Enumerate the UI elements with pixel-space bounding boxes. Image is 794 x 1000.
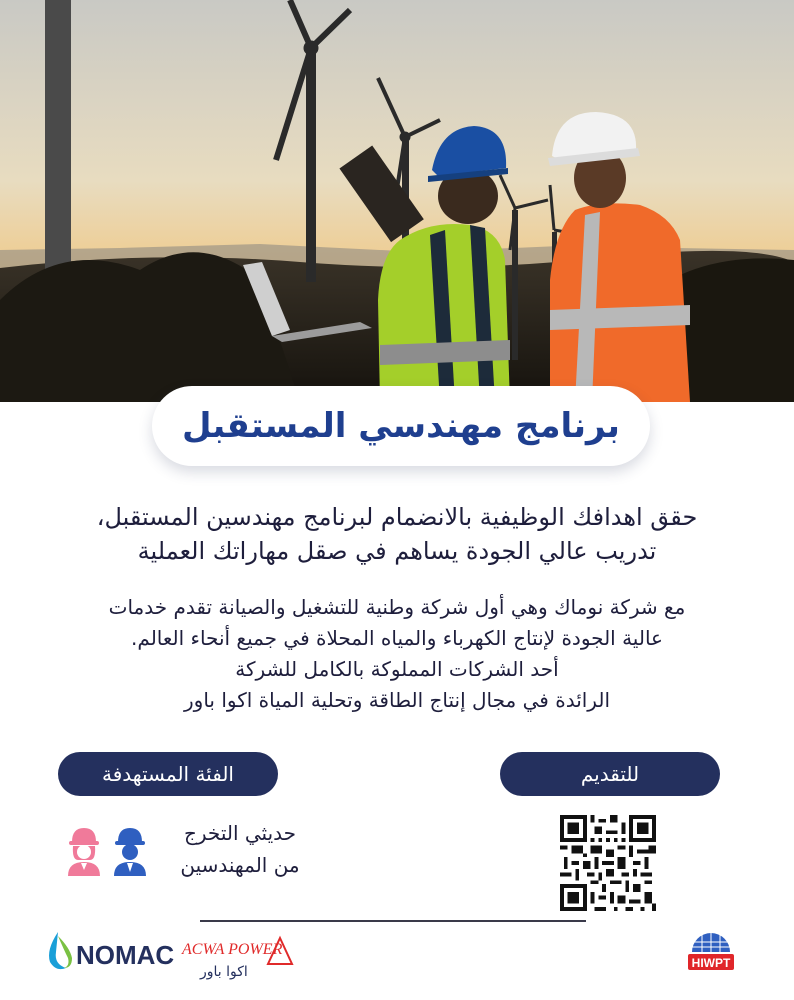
hiwpt-globe-icon (692, 933, 730, 952)
about-line: أحد الشركات المملوكة بالكامل للشركة (235, 657, 559, 681)
hero-photo (0, 0, 794, 402)
about-line: عالية الجودة لإنتاج الكهرباء والمياه المحلاة في جميع أنحاء العالم. (131, 626, 663, 650)
intro-line: حقق اهدافك الوظيفية بالانضمام لبرنامج مهندسين المستقبل، (96, 503, 698, 531)
male-engineer-icon (110, 826, 150, 876)
footer-divider (200, 920, 586, 922)
target-audience-label: الفئة المستهدفة (58, 752, 278, 796)
program-title-banner (152, 386, 650, 466)
intro-line: تدريب عالي الجودة يساهم في صقل مهاراتك العملية (137, 537, 657, 565)
apply-button[interactable]: للتقديم (500, 752, 720, 796)
nomac-logo (44, 928, 174, 978)
nomac-wordmark: NOMAC (76, 940, 174, 970)
program-title: برنامج مهندسي المستقبل (182, 406, 620, 446)
about-line: الرائدة في مجال إنتاج الطاقة وتحلية المياة اكوا باور (184, 688, 610, 712)
hiwpt-logo (686, 930, 736, 980)
qr-code[interactable] (560, 815, 656, 911)
audience-line: حديثي التخرج (183, 821, 297, 845)
audience-line: من المهندسين (180, 853, 300, 877)
intro-text (40, 500, 754, 568)
nomac-drop-icon (49, 932, 72, 969)
female-engineer-icon (64, 826, 104, 876)
about-line: مع شركة نوماك وهي أول شركة وطنية للتشغيل والصيانة تقدم خدمات (108, 595, 686, 619)
acwa-arabic-wordmark: اكوا باور (200, 964, 248, 980)
hiwpt-wordmark: HIWPT (691, 956, 731, 970)
acwa-power-logo (180, 932, 310, 982)
audience-description (160, 817, 320, 881)
about-text (40, 592, 754, 716)
acwa-wordmark: ACWA POWER (182, 941, 283, 958)
